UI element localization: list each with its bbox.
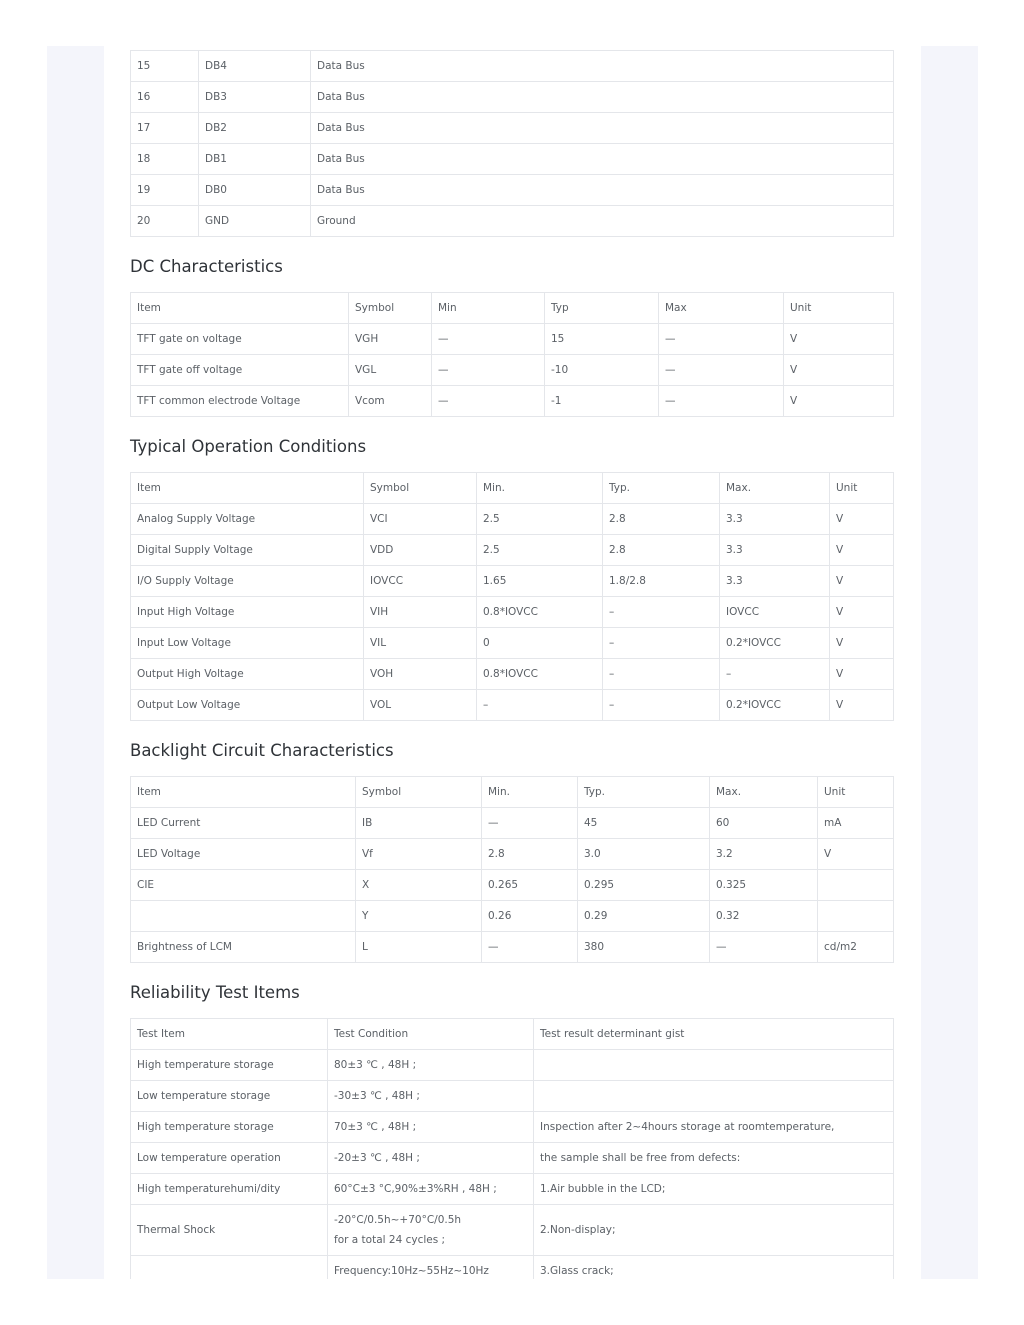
table-cell: 0.265 bbox=[482, 870, 578, 901]
table-cell: DB4 bbox=[199, 51, 311, 82]
table-cell: VIH bbox=[364, 597, 477, 628]
table-cell: LED Current bbox=[131, 808, 356, 839]
table-cell: Digital Supply Voltage bbox=[131, 535, 364, 566]
table-row bbox=[131, 175, 894, 206]
table-cell: 80±3 ℃ , 48H ; bbox=[328, 1050, 534, 1081]
table-cell: 0.2*IOVCC bbox=[720, 690, 830, 721]
table-cell: -1 bbox=[545, 386, 659, 417]
table-cell: 45 bbox=[578, 808, 710, 839]
table-cell: 0.325 bbox=[710, 870, 818, 901]
table-cell: Vf bbox=[356, 839, 482, 870]
table-cell: 16 bbox=[131, 82, 199, 113]
table-cell: VCI bbox=[364, 504, 477, 535]
reliability-section-title: Reliability Test Items bbox=[130, 983, 300, 1002]
table-cell: Data Bus bbox=[311, 113, 894, 144]
table-cell: CIE bbox=[131, 870, 356, 901]
table-cell: 3.Glass crack; bbox=[534, 1256, 894, 1280]
table-cell: Data Bus bbox=[311, 175, 894, 206]
table-cell: V bbox=[830, 597, 894, 628]
table-cell: Inspection after 2~4hours storage at roomtemperature, bbox=[534, 1112, 894, 1143]
table-cell: Low temperature operation bbox=[131, 1143, 328, 1174]
column-header: Item bbox=[131, 473, 364, 504]
backlight-section-title: Backlight Circuit Characteristics bbox=[130, 741, 394, 760]
table-cell: Output High Voltage bbox=[131, 659, 364, 690]
column-header: Typ bbox=[545, 293, 659, 324]
table-cell: VGH bbox=[349, 324, 432, 355]
column-header: Typ. bbox=[603, 473, 720, 504]
table-cell: – bbox=[603, 690, 720, 721]
table-row bbox=[131, 659, 894, 690]
table-cell: — bbox=[482, 808, 578, 839]
table-cell: Data Bus bbox=[311, 51, 894, 82]
column-header: Test result determinant gist bbox=[534, 1019, 894, 1050]
table-cell bbox=[818, 901, 894, 932]
column-header: Symbol bbox=[356, 777, 482, 808]
table-cell: 3.3 bbox=[720, 504, 830, 535]
table-cell bbox=[818, 870, 894, 901]
dc-section-title: DC Characteristics bbox=[130, 257, 283, 276]
backlight-table bbox=[130, 776, 894, 963]
table-row bbox=[131, 82, 894, 113]
table-row bbox=[131, 386, 894, 417]
table-cell: V bbox=[784, 355, 894, 386]
column-header: Max bbox=[659, 293, 784, 324]
table-cell: 15 bbox=[545, 324, 659, 355]
table-cell: VDD bbox=[364, 535, 477, 566]
table-cell: 2.5 bbox=[477, 535, 603, 566]
table-cell: Low temperature storage bbox=[131, 1081, 328, 1112]
column-header: Min. bbox=[482, 777, 578, 808]
table-cell: TFT gate off voltage bbox=[131, 355, 349, 386]
condition-line: -20°C/0.5h~+70°C/0.5h bbox=[334, 1214, 462, 1226]
table-row bbox=[131, 1081, 894, 1112]
table-row bbox=[131, 870, 894, 901]
table-cell: 1.8/2.8 bbox=[603, 566, 720, 597]
table-cell: — bbox=[659, 324, 784, 355]
table-cell: 0.26 bbox=[482, 901, 578, 932]
table-cell: cd/m2 bbox=[818, 932, 894, 963]
table-cell: V bbox=[830, 628, 894, 659]
toc-table bbox=[130, 472, 894, 721]
table-cell: V bbox=[830, 535, 894, 566]
table-cell bbox=[131, 901, 356, 932]
table-cell: V bbox=[830, 659, 894, 690]
table-cell: Thermal Shock bbox=[131, 1205, 328, 1256]
table-row bbox=[131, 901, 894, 932]
table-cell: 0.8*IOVCC bbox=[477, 597, 603, 628]
table-cell: mA bbox=[818, 808, 894, 839]
table-cell: 3.2 bbox=[710, 839, 818, 870]
column-header: Symbol bbox=[349, 293, 432, 324]
table-cell: High temperature storage bbox=[131, 1050, 328, 1081]
column-header: Test Condition bbox=[328, 1019, 534, 1050]
table-cell: I/O Supply Voltage bbox=[131, 566, 364, 597]
table-cell: 380 bbox=[578, 932, 710, 963]
table-row bbox=[131, 839, 894, 870]
table-cell: 70±3 ℃ , 48H ; bbox=[328, 1112, 534, 1143]
table-cell: TFT gate on voltage bbox=[131, 324, 349, 355]
table-cell: DB0 bbox=[199, 175, 311, 206]
table-cell: — bbox=[710, 932, 818, 963]
table-cell: 15 bbox=[131, 51, 199, 82]
document-page bbox=[104, 46, 921, 1279]
table-cell: Input Low Voltage bbox=[131, 628, 364, 659]
column-header: Unit bbox=[784, 293, 894, 324]
table-cell: V bbox=[784, 386, 894, 417]
table-row bbox=[131, 1143, 894, 1174]
table-cell: -10 bbox=[545, 355, 659, 386]
table-row bbox=[131, 1256, 894, 1280]
table-cell: VOL bbox=[364, 690, 477, 721]
table-cell: — bbox=[659, 355, 784, 386]
table-cell: 19 bbox=[131, 175, 199, 206]
table-cell bbox=[131, 1256, 328, 1280]
table-cell: VIL bbox=[364, 628, 477, 659]
table-cell: – bbox=[603, 659, 720, 690]
column-header: Unit bbox=[818, 777, 894, 808]
table-cell: 2.8 bbox=[603, 535, 720, 566]
column-header: Max. bbox=[720, 473, 830, 504]
table-cell: the sample shall be free from defects: bbox=[534, 1143, 894, 1174]
table-cell bbox=[328, 1205, 534, 1256]
table-header-row bbox=[131, 293, 894, 324]
dc-table bbox=[130, 292, 894, 417]
table-row bbox=[131, 690, 894, 721]
table-cell: V bbox=[784, 324, 894, 355]
column-header: Min bbox=[432, 293, 545, 324]
table-cell: 3.3 bbox=[720, 566, 830, 597]
table-cell: 2.8 bbox=[482, 839, 578, 870]
table-cell bbox=[534, 1050, 894, 1081]
table-cell: Vcom bbox=[349, 386, 432, 417]
table-header-row bbox=[131, 777, 894, 808]
column-header: Test Item bbox=[131, 1019, 328, 1050]
table-cell: DB2 bbox=[199, 113, 311, 144]
table-cell: 2.8 bbox=[603, 504, 720, 535]
table-cell: Data Bus bbox=[311, 82, 894, 113]
table-cell: – bbox=[603, 597, 720, 628]
table-cell: — bbox=[482, 932, 578, 963]
table-cell: High temperature storage bbox=[131, 1112, 328, 1143]
column-header: Item bbox=[131, 777, 356, 808]
pin-table bbox=[130, 50, 894, 237]
table-cell: 17 bbox=[131, 113, 199, 144]
table-cell: 0.8*IOVCC bbox=[477, 659, 603, 690]
table-cell: V bbox=[818, 839, 894, 870]
table-cell: 60 bbox=[710, 808, 818, 839]
table-cell: 18 bbox=[131, 144, 199, 175]
table-cell: DB3 bbox=[199, 82, 311, 113]
table-cell: 60°C±3 °C,90%±3%RH , 48H ; bbox=[328, 1174, 534, 1205]
reliability-table bbox=[130, 1018, 894, 1279]
table-cell: Input High Voltage bbox=[131, 597, 364, 628]
table-cell: 1.Air bubble in the LCD; bbox=[534, 1174, 894, 1205]
column-header: Max. bbox=[710, 777, 818, 808]
table-row bbox=[131, 1205, 894, 1256]
table-cell: V bbox=[830, 566, 894, 597]
table-cell: Data Bus bbox=[311, 144, 894, 175]
table-cell: IB bbox=[356, 808, 482, 839]
table-cell: 0.295 bbox=[578, 870, 710, 901]
table-row bbox=[131, 628, 894, 659]
table-cell: — bbox=[432, 324, 545, 355]
table-row bbox=[131, 597, 894, 628]
table-row bbox=[131, 1112, 894, 1143]
table-cell: VGL bbox=[349, 355, 432, 386]
table-cell: — bbox=[659, 386, 784, 417]
table-cell: 0.29 bbox=[578, 901, 710, 932]
table-cell: IOVCC bbox=[364, 566, 477, 597]
table-cell: LED Voltage bbox=[131, 839, 356, 870]
table-cell: -20±3 ℃ , 48H ; bbox=[328, 1143, 534, 1174]
table-cell: TFT common electrode Voltage bbox=[131, 386, 349, 417]
table-cell: -30±3 ℃ , 48H ; bbox=[328, 1081, 534, 1112]
table-cell: 2.Non-display; bbox=[534, 1205, 894, 1256]
table-cell: V bbox=[830, 690, 894, 721]
column-header: Item bbox=[131, 293, 349, 324]
table-cell: Brightness of LCM bbox=[131, 932, 356, 963]
table-cell: 20 bbox=[131, 206, 199, 237]
table-cell: Analog Supply Voltage bbox=[131, 504, 364, 535]
table-cell: 0.32 bbox=[710, 901, 818, 932]
table-cell: 0.2*IOVCC bbox=[720, 628, 830, 659]
table-cell: IOVCC bbox=[720, 597, 830, 628]
table-header-row bbox=[131, 1019, 894, 1050]
column-header: Unit bbox=[830, 473, 894, 504]
table-row bbox=[131, 51, 894, 82]
table-cell: VOH bbox=[364, 659, 477, 690]
table-cell: – bbox=[720, 659, 830, 690]
table-cell: 1.65 bbox=[477, 566, 603, 597]
toc-section-title: Typical Operation Conditions bbox=[130, 437, 367, 456]
table-row bbox=[131, 324, 894, 355]
table-cell: High temperaturehumi/dity bbox=[131, 1174, 328, 1205]
column-header: Symbol bbox=[364, 473, 477, 504]
table-row bbox=[131, 932, 894, 963]
table-cell: 0 bbox=[477, 628, 603, 659]
table-row bbox=[131, 566, 894, 597]
table-row bbox=[131, 1050, 894, 1081]
table-row bbox=[131, 206, 894, 237]
table-cell: Ground bbox=[311, 206, 894, 237]
table-row bbox=[131, 535, 894, 566]
table-row bbox=[131, 504, 894, 535]
table-cell bbox=[534, 1081, 894, 1112]
table-cell: Y bbox=[356, 901, 482, 932]
table-row bbox=[131, 1174, 894, 1205]
table-cell: 3.3 bbox=[720, 535, 830, 566]
table-cell: DB1 bbox=[199, 144, 311, 175]
column-header: Typ. bbox=[578, 777, 710, 808]
table-cell: – bbox=[603, 628, 720, 659]
table-row bbox=[131, 144, 894, 175]
table-cell: L bbox=[356, 932, 482, 963]
table-cell: X bbox=[356, 870, 482, 901]
table-cell: — bbox=[432, 355, 545, 386]
table-cell: GND bbox=[199, 206, 311, 237]
table-header-row bbox=[131, 473, 894, 504]
table-cell: Output Low Voltage bbox=[131, 690, 364, 721]
table-cell: 2.5 bbox=[477, 504, 603, 535]
table-cell: — bbox=[432, 386, 545, 417]
table-row bbox=[131, 808, 894, 839]
condition-line: for a total 24 cycles ; bbox=[334, 1234, 446, 1246]
table-row bbox=[131, 113, 894, 144]
table-row bbox=[131, 355, 894, 386]
table-cell: Frequency:10Hz~55Hz~10Hz bbox=[328, 1256, 534, 1280]
column-header: Min. bbox=[477, 473, 603, 504]
table-cell: V bbox=[830, 504, 894, 535]
table-cell: 3.0 bbox=[578, 839, 710, 870]
document-content bbox=[130, 50, 894, 1279]
table-cell: – bbox=[477, 690, 603, 721]
